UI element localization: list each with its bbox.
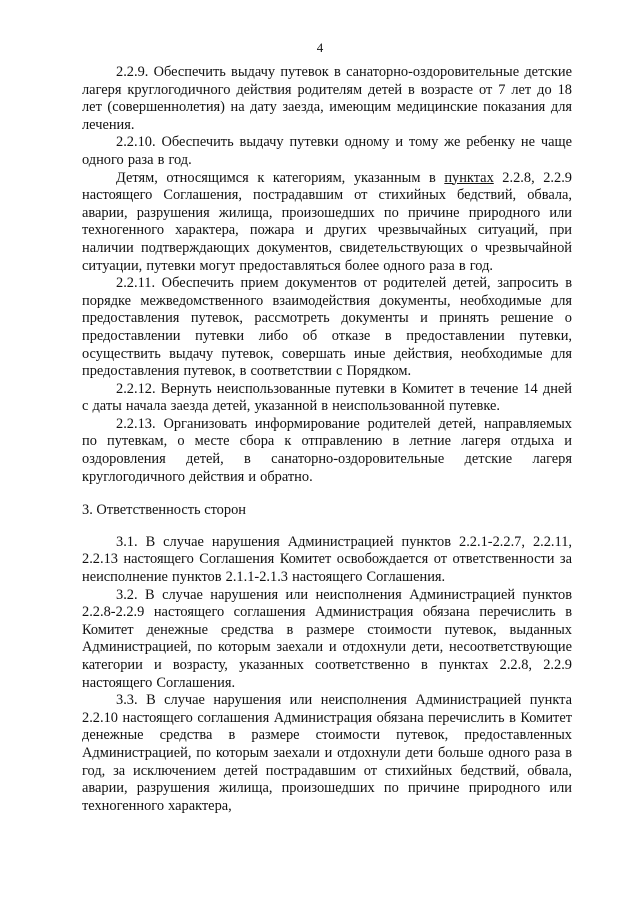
punkty-link[interactable]: пунктах [444,169,494,186]
paragraph-2-2-12: 2.2.12. Вернуть неиспользованные путевки в Комитет в течение 14 дней с даты начала заезда детей, указанной в неиспользованной путевке. [82,380,572,415]
paragraph-2-2-10: 2.2.10. Обеспечить выдачу путевки одному и тому же ребенку не чаще одного раза в год. [82,134,572,168]
paragraph-2-2-13: 2.2.13. Организовать информирование родителей детей, направляемых по путевкам, о месте сбора к отправлению в летние лагеря отдыха и оздоровления детей, в санаторно-оздоровительные детские лагеря круглогодичного действия и обратно. [82,415,572,485]
paragraph-children-emergency [82,170,572,276]
page-number: 4 [316,40,324,55]
paragraph-3-2: 3.2. В случае нарушения или неисполнения Администрацией пунктов 2.2.8-2.2.9 настоящего соглашения Администрация обязана перечислить в Комитет денежные средства в размере стоимости путевок, выданных Администрацией, по которым заехали и отдохнули дети, несоответствующие категории и возрасту, указанных соответственно в пунктах 2.2.8, 2.2.9 настоящего Соглашения. [82,586,572,691]
paragraph-2-2-11: 2.2.11. Обеспечить прием документов от родителей детей, запросить в порядке межведомственного взаимодействия документы, необходимые для предоставления путевок, рассмотреть документы и принять решение о предоставлении путевки либо об отказе в предоставлении путевки, осуществить выдачу путевок, совершать иные действия, необходимые для предоставления путевок, в соответствии с Порядком. [82,275,572,380]
paragraph-2-2-9: 2.2.9. Обеспечить выдачу путевок в санаторно-оздоровительные детские лагеря круглогодичного действия родителям детей в возрасте от 7 лет до 18 лет (совершеннолетия) на дату заезда, имеющим медицинские показания для лечения. [82,64,572,133]
paragraph-3-1: 3.1. В случае нарушения Администрацией пунктов 2.2.1-2.2.7, 2.2.11, 2.2.13 настоящего Соглашения Комитет освобождается от ответственности за неисполнение пунктов 2.1.1-2.1.3 настоящего Соглашения. [82,533,572,586]
paragraph-3-3: 3.3. В случае нарушения или неисполнения Администрацией пункта 2.2.10 настоящего соглашения Администрация обязана перечислить в Комитет денежные средства в размере стоимости путевок, предоставленных Администрацией, по которым заехали и отдохнули дети больше одного раза в год, за исключением детей пострадавшим от стихийных бедствий, обвала, аварии, разрушения жилища, произошедших по причине природного или техногенного характера, [82,692,572,814]
paragraph-children-text-before: Детям, относящимся к категориям, указанным в [116,169,445,186]
section-title-responsibility: 3. Ответственность сторон [82,502,246,519]
document-body [82,64,572,815]
paragraph-children-text-after: 2.2.8, 2.2.9 настоящего Соглашения, пострадавшим от стихийных бедствий, обвала, аварии, разрушения жилища, произошедших по причине природного или техногенного характера, пожара и других чрезвычайных ситуаций, при наличии подтверждающих документов, свидетельствующих о чрезвычайной ситуации, путевки могут предоставляться более одного раза в год. [82,169,573,274]
